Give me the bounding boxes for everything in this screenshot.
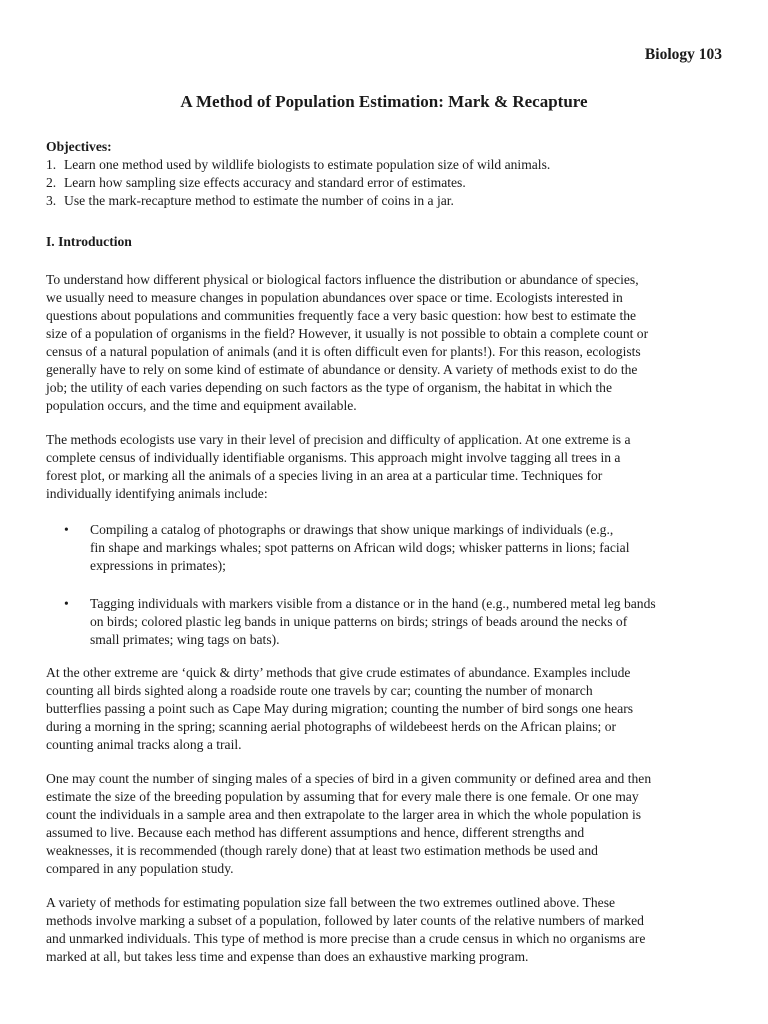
text-line: expressions in primates); (90, 558, 226, 573)
text-line: on birds; colored plastic leg bands in unique patterns on birds; strings of beads around the necks of (90, 614, 628, 629)
text-line: methods involve marking a subset of a population, followed by later counts of the relative numbers of marked (46, 913, 644, 928)
bullet-text (90, 595, 656, 649)
text-line: compared in any population study. (46, 861, 234, 876)
paragraph-intro-4 (46, 770, 726, 878)
text-line: weaknesses, it is recommended (though rarely done) that at least two estimation methods be used and (46, 843, 598, 858)
objective-number: 3. (46, 193, 57, 208)
text-line: complete census of individually identifiable organisms. This approach might involve tagging all trees in a (46, 450, 621, 465)
objective-text: Learn how sampling size effects accuracy and standard error of estimates. (64, 175, 466, 190)
objectives-list (46, 156, 550, 210)
text-line: small primates; wing tags on bats). (90, 632, 280, 647)
text-line: Compiling a catalog of photographs or drawings that show unique markings of individuals (e.g., (90, 522, 614, 537)
text-line: butterflies passing a point such as Cape May during migration; counting the number of bird songs one hears (46, 701, 634, 716)
objective-number: 2. (46, 175, 57, 190)
text-line: The methods ecologists use vary in their level of precision and difficulty of application. At one extreme is a (46, 432, 631, 447)
text-line: One may count the number of singing males of a species of bird in a given community or defined area and then (46, 771, 652, 786)
text-line: and unmarked individuals. This type of method is more precise than a crude census in which no organisms are (46, 931, 646, 946)
text-line: assumed to live. Because each method has different assumptions and hence, different strengths and (46, 825, 585, 840)
text-line: individually identifying animals include: (46, 486, 268, 501)
paragraph-intro-3 (46, 664, 726, 754)
objective-item (46, 192, 550, 210)
document-title: A Method of Population Estimation: Mark & Recapture (180, 92, 588, 111)
text-line: during a morning in the spring; scanning aerial photographs of wildebeest herds on the African plains; or (46, 719, 617, 734)
objectives-heading: Objectives: (46, 139, 112, 154)
text-line: Tagging individuals with markers visible from a distance or in the hand (e.g., numbered metal leg bands (90, 596, 656, 611)
course-label: Biology 103 (644, 46, 722, 63)
section-heading-introduction: I. Introduction (46, 234, 132, 249)
text-line: counting all birds sighted along a roadside route one travels by car; counting the number of monarch (46, 683, 593, 698)
text-line: A variety of methods for estimating population size fall between the two extremes outlined above. These (46, 895, 616, 910)
text-line: population occurs, and the time and equipment available. (46, 398, 357, 413)
text-line: counting animal tracks along a trail. (46, 737, 242, 752)
paragraph-intro-5 (46, 894, 726, 966)
text-line: we usually need to measure changes in population abundances over space or time. Ecologists interested in (46, 290, 623, 305)
bullet-symbol: • (64, 522, 69, 537)
text-line: generally have to rely on some kind of estimate of abundance or density. A variety of methods exist to do the (46, 362, 638, 377)
text-line: census of a natural population of animals (and it is often difficult even for plants!). For this reason, ecologists (46, 344, 641, 359)
text-line: size of a population of organisms in the field? However, it usually is not possible to obtain a complete count or (46, 326, 649, 341)
objective-text: Learn one method used by wildlife biologists to estimate population size of wild animals. (64, 157, 551, 172)
objective-number: 1. (46, 157, 57, 172)
text-line: fin shape and markings whales; spot patterns on African wild dogs; whisker patterns in lions; facial (90, 540, 630, 555)
objective-item (46, 156, 550, 174)
objective-text: Use the mark-recapture method to estimate the number of coins in a jar. (64, 193, 454, 208)
text-line: marked at all, but takes less time and expense than does an exhaustive marking program. (46, 949, 529, 964)
text-line: forest plot, or marking all the animals of a species living in an area at a particular time. Techniques for (46, 468, 603, 483)
bullet-text (90, 521, 629, 575)
text-line: At the other extreme are ‘quick & dirty’ methods that give crude estimates of abundance. Examples include (46, 665, 631, 680)
document-page (46, 0, 726, 1024)
objective-item (46, 174, 550, 192)
text-line: count the individuals in a sample area and then extrapolate to the larger area in which the whole population is (46, 807, 642, 822)
paragraph-intro-1 (46, 271, 726, 415)
bullet-symbol: • (64, 596, 69, 611)
text-line: questions about populations and communities frequently face a very basic question: how best to estimate the (46, 308, 637, 323)
text-line: estimate the size of the breeding population by assuming that for every male there is one female. Or one may (46, 789, 639, 804)
text-line: To understand how different physical or biological factors influence the distribution or abundance of species, (46, 272, 639, 287)
text-line: job; the utility of each varies depending on such factors as the type of organism, the habitat in which the (46, 380, 613, 395)
paragraph-intro-2 (46, 431, 726, 503)
